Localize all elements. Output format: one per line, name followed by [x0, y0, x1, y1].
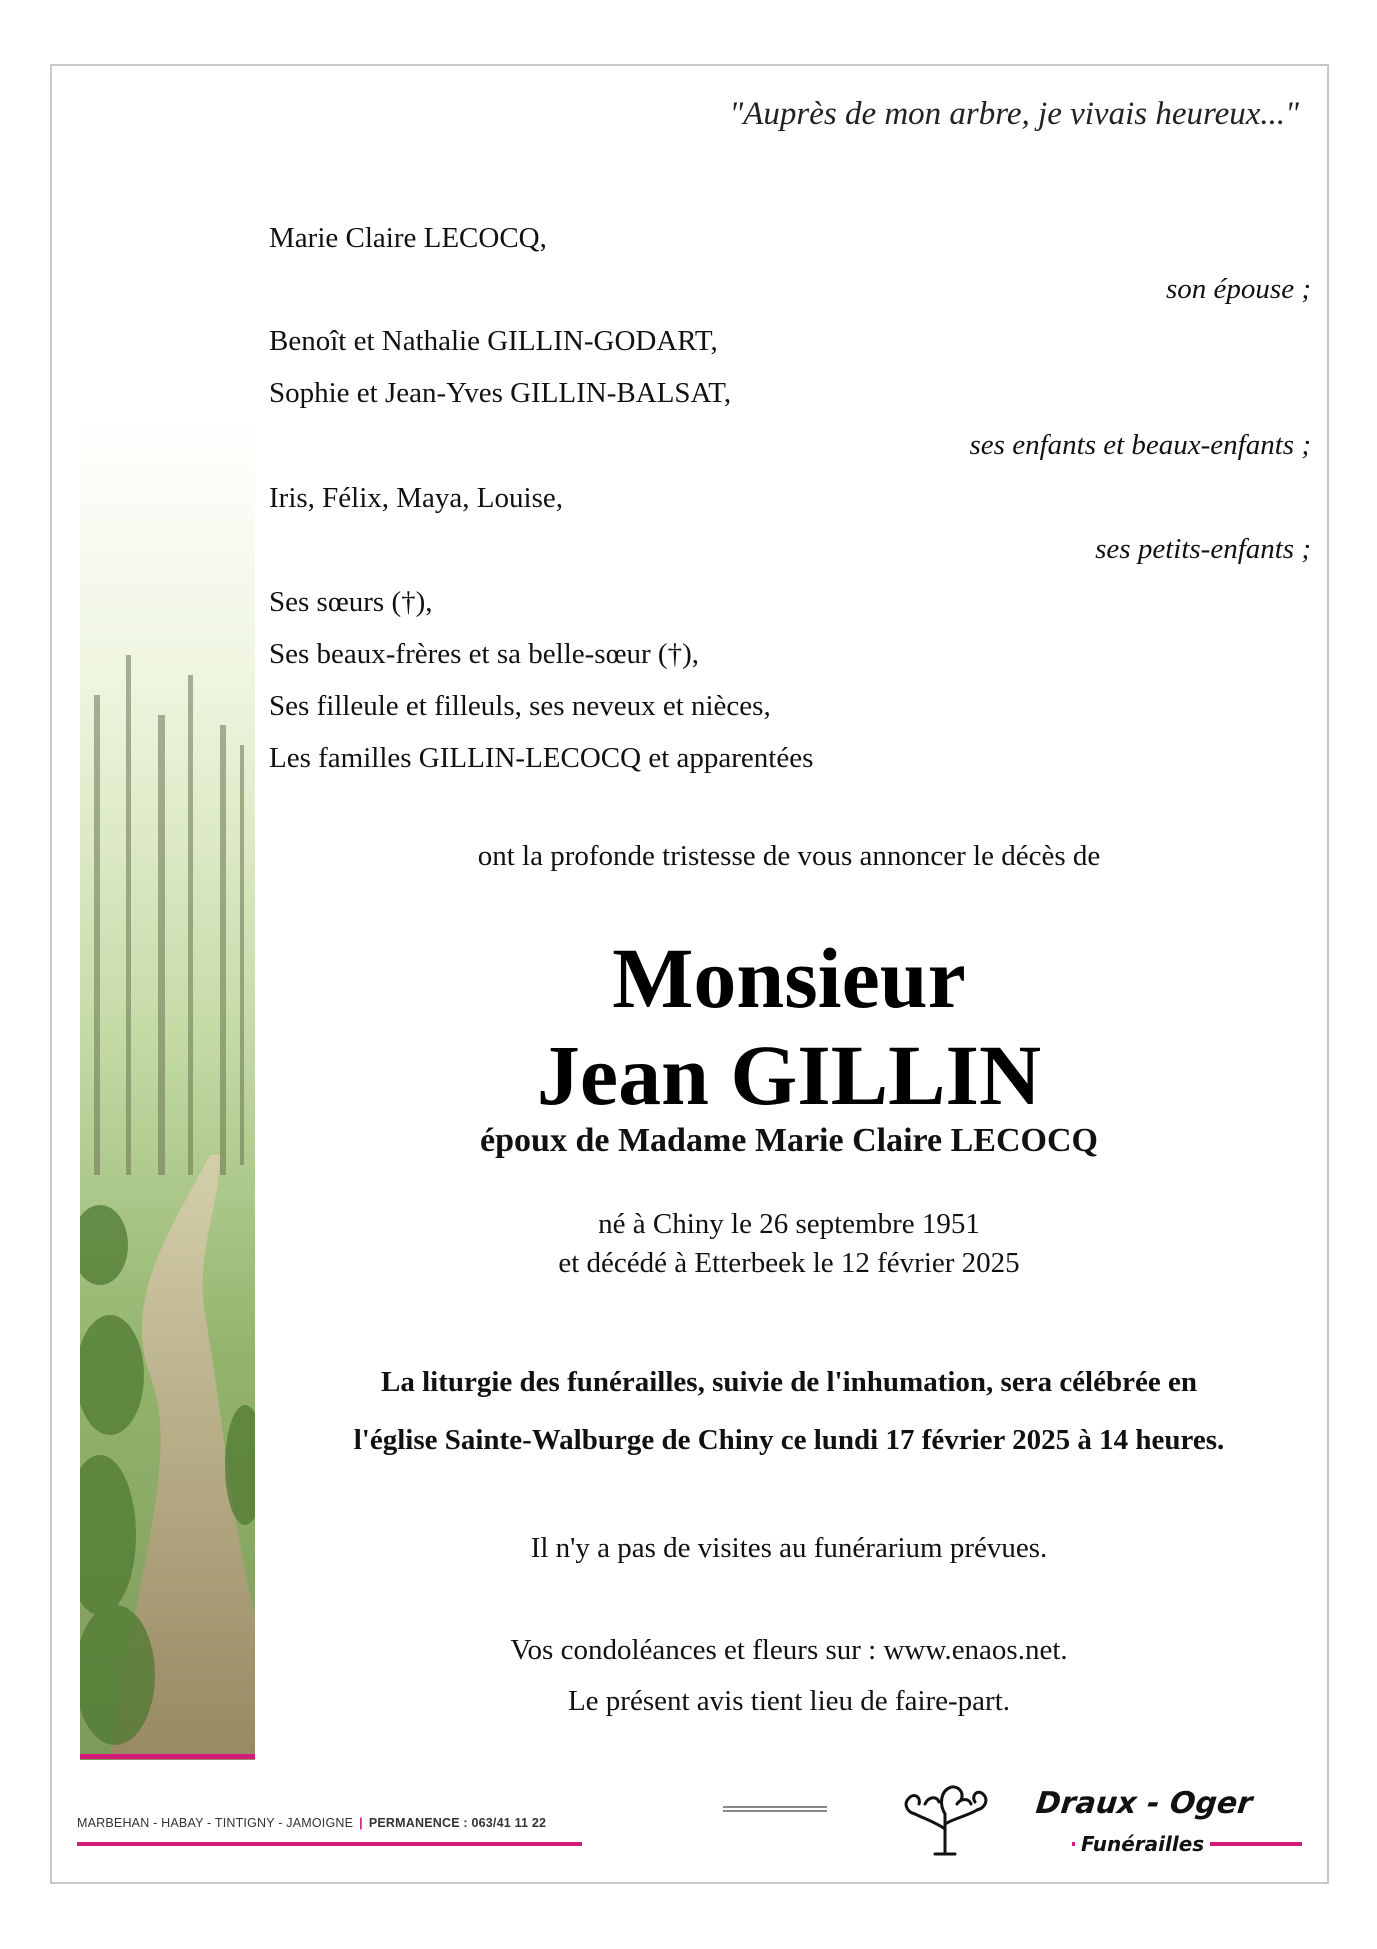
footer-address — [77, 1816, 546, 1830]
double-rule — [723, 1806, 827, 1812]
notice-info: Le présent avis tient lieu de faire-part. — [567, 1685, 1011, 1717]
deceased-spouse-of: époux de Madame Marie Claire LECOCQ — [480, 1122, 1098, 1159]
child-line: Sophie et Jean-Yves GILLIN-BALSAT, — [269, 377, 732, 409]
relative-line: Les familles GILLIN-LECOCQ et apparentées — [269, 742, 814, 774]
death-info: et décédé à Etterbeek le 12 février 2025 — [558, 1247, 1020, 1279]
children-relation: ses enfants et beaux-enfants ; — [969, 429, 1311, 461]
relative-line: Ses filleule et filleuls, ses neveux et nièces, — [269, 690, 771, 722]
footer-separator: | — [359, 1816, 363, 1830]
condolences-info: Vos condoléances et fleurs sur : www.enaos.net. — [510, 1634, 1068, 1666]
birth-info: né à Chiny le 26 septembre 1951 — [598, 1208, 980, 1240]
grandchildren-names: Iris, Félix, Maya, Louise, — [269, 482, 563, 514]
footer-locations: MARBEHAN - HABAY - TINTIGNY - JAMOIGNE — [77, 1816, 354, 1830]
relative-line: Ses beaux-frères et sa belle-sœur (†), — [269, 638, 699, 670]
deceased-name: Jean GILLIN — [536, 1027, 1042, 1123]
brand-name: Draux - Oger — [1034, 1786, 1254, 1821]
spouse-name: Marie Claire LECOCQ, — [269, 222, 547, 254]
forest-path-image — [80, 415, 255, 1760]
spouse-relation: son épouse ; — [1166, 273, 1311, 305]
tree-logo-icon — [895, 1774, 995, 1856]
relative-line: Ses sœurs (†), — [269, 586, 433, 618]
deceased-title: Monsieur — [612, 930, 966, 1026]
visits-info: Il n'y a pas de visites au funérarium prévues. — [530, 1532, 1048, 1564]
grandchildren-relation: ses petits-enfants ; — [1095, 533, 1311, 565]
announcement-text: ont la profonde tristesse de vous annoncer le décès de — [477, 840, 1101, 872]
accent-strip — [80, 1754, 255, 1759]
footer-accent-line-left — [77, 1842, 582, 1846]
footer-permanence: PERMANENCE : 063/41 11 22 — [368, 1816, 547, 1830]
child-line: Benoît et Nathalie GILLIN-GODART, — [269, 325, 718, 357]
funeral-line-1: La liturgie des funérailles, suivie de l'inhumation, sera célébrée en — [381, 1366, 1197, 1398]
brand-subtitle: Funérailles — [1075, 1832, 1210, 1856]
epigraph-quote: "Auprès de mon arbre, je vivais heureux..." — [729, 96, 1299, 132]
funeral-line-2: l'église Sainte-Walburge de Chiny ce lundi 17 février 2025 à 14 heures. — [353, 1424, 1225, 1456]
